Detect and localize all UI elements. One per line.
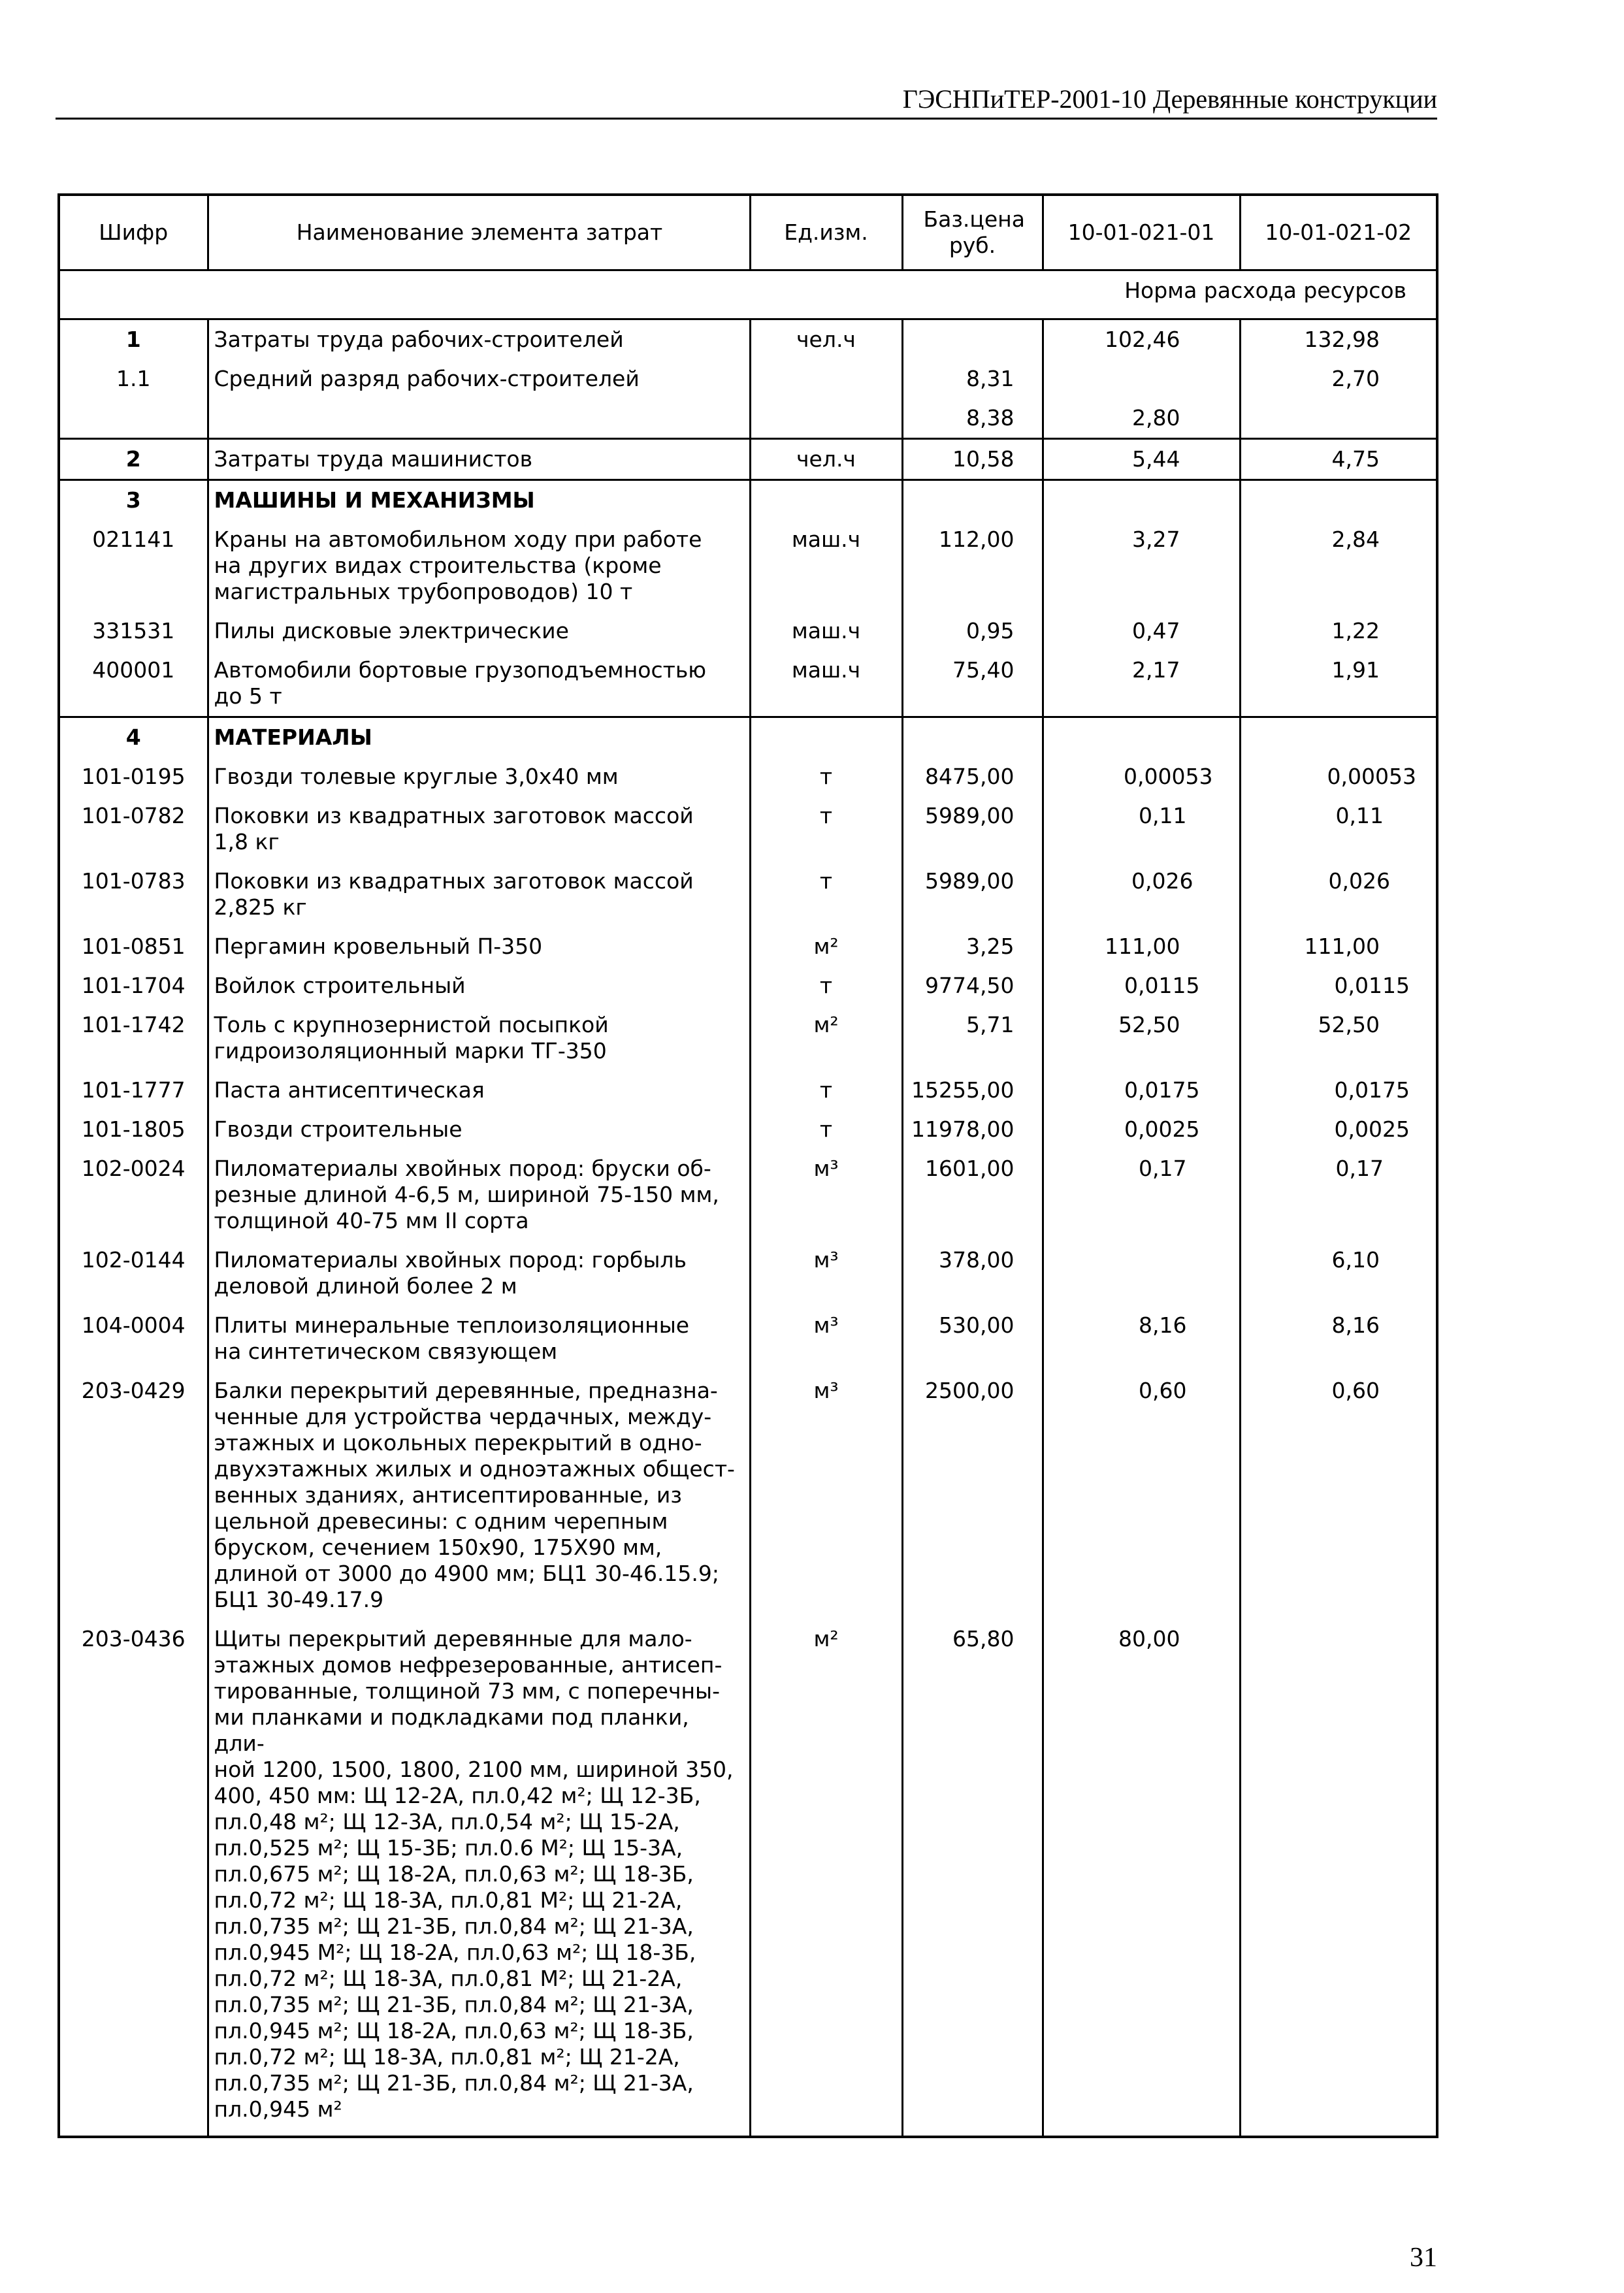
name-line: ченные для устройства чердачных, между- — [214, 1404, 712, 1429]
name-line: на других видах строительства (кроме — [214, 553, 662, 578]
cell-unit: т — [750, 862, 902, 927]
cell-name — [208, 862, 750, 927]
name-line: пл.0,525 м²; Щ 15-3Б; пл.0.6 М²; Щ 15-3А, — [214, 1835, 683, 1861]
cell-price: 378,00 — [902, 1241, 1043, 1306]
cell-norm-1: 0,026 — [1043, 862, 1240, 927]
name-line: венных зданиях, антисептированные, из — [214, 1482, 682, 1508]
name-line: бруском, сечением 150х90, 175Х90 мм, — [214, 1535, 662, 1560]
table-row — [59, 651, 1437, 717]
table-row — [59, 319, 1437, 360]
cell-code: 101-0782 — [59, 796, 208, 862]
cell-norm-1: 0,60 — [1043, 1371, 1240, 1619]
cell-norm-1 — [1043, 1241, 1240, 1306]
cell-name — [208, 1306, 750, 1371]
cell-unit: м² — [750, 1619, 902, 2137]
name-line: магистральных трубопроводов) 10 т — [214, 579, 633, 604]
table-row — [59, 1110, 1437, 1149]
name-line: Поковки из квадратных заготовок массой — [214, 803, 694, 828]
cell-norm-1: 0,11 — [1043, 796, 1240, 862]
norma-label: Норма расхода ресурсов — [59, 270, 1437, 319]
name-line: пл.0,72 м²; Щ 18-3А, пл.0,81 м²; Щ 21-2А, — [214, 2044, 680, 2070]
cell-name — [208, 1619, 750, 2137]
cell-price: 8,38 — [902, 398, 1043, 439]
cell-norm-2: 0,11 — [1335, 803, 1384, 828]
name-line: до 5 т — [214, 683, 282, 709]
cell-norm-1: 5,44 — [1043, 439, 1240, 480]
cell-norm-2: 0,0115 — [1334, 973, 1410, 998]
cell-norm-2: 4,75 — [1240, 439, 1437, 480]
name-line: пл.0,48 м²; Щ 12-3А, пл.0,54 м²; Щ 15-2А, — [214, 1809, 680, 1834]
cell-name: Затраты труда рабочих-строителей — [208, 319, 750, 360]
cell-norm-1: 52,50 — [1043, 1005, 1240, 1071]
cell-unit: маш.ч — [750, 520, 902, 611]
table-row — [59, 359, 1437, 398]
name-line: БЦ1 30-49.17.9 — [214, 1587, 384, 1612]
col-header-unit: Ед.изм. — [750, 195, 902, 270]
cell-code: 102-0024 — [59, 1149, 208, 1241]
name-line: 1,8 кг — [214, 829, 280, 854]
cell-norm-2 — [1240, 717, 1437, 758]
cell-norm-2: 2,70 — [1331, 366, 1380, 391]
cell-code: 101-1704 — [59, 966, 208, 1005]
cell-code: 102-0144 — [59, 1241, 208, 1306]
section-title: МАШИНЫ И МЕХАНИЗМЫ — [208, 480, 750, 521]
cell-price: 530,00 — [902, 1306, 1043, 1371]
cell-norm-2 — [1240, 480, 1437, 521]
table-row — [59, 862, 1437, 927]
cell-name: Затраты труда машинистов — [208, 439, 750, 480]
name-line: пл.0,72 м²; Щ 18-3А, пл.0,81 М²; Щ 21-2А, — [214, 1887, 683, 1913]
table-row — [59, 439, 1437, 480]
cell-name — [208, 520, 750, 611]
name-line: пл.0,72 м²; Щ 18-3А, пл.0,81 М²; Щ 21-2А, — [214, 1966, 683, 1991]
cell-unit: т — [750, 796, 902, 862]
table-row — [59, 398, 1437, 439]
cell-unit: м³ — [750, 1149, 902, 1241]
cell-code: 203-0429 — [59, 1371, 208, 1619]
name-line: этажных домов нефрезерованные, антисеп- — [214, 1652, 723, 1678]
name-line: Пиломатериалы хвойных пород: бруски об- — [214, 1156, 711, 1181]
name-line: пл.0,945 м² — [214, 2096, 342, 2122]
name-line: пл.0,945 М²; Щ 18-2А, пл.0,63 м²; Щ 18-3Б, — [214, 1940, 696, 1965]
name-line: Плиты минеральные теплоизоляционные — [214, 1312, 690, 1338]
cell-unit — [750, 359, 902, 398]
cell-unit — [750, 717, 902, 758]
cell-price: 75,40 — [902, 651, 1043, 717]
name-line: Поковки из квадратных заготовок массой — [214, 868, 694, 894]
cell-name — [208, 1371, 750, 1619]
cell-norm-2: 6,10 — [1331, 1247, 1380, 1273]
cell-norm-2: 8,16 — [1331, 1312, 1380, 1338]
cell-norm-1 — [1043, 717, 1240, 758]
name-line: ми планками и подкладками под планки, дли- — [214, 1704, 689, 1756]
name-line: Краны на автомобильном ходу при работе — [214, 527, 702, 552]
page-number: 31 — [1410, 2243, 1437, 2273]
cell-unit: маш.ч — [750, 611, 902, 651]
cell-code: 3 — [59, 480, 208, 521]
cell-norm-2: 0,00053 — [1327, 764, 1416, 789]
cell-code: 101-1777 — [59, 1071, 208, 1110]
cell-price: 10,58 — [902, 439, 1043, 480]
name-line: Щиты перекрытий деревянные для мало- — [214, 1626, 692, 1651]
cell-norm-2: 0,60 — [1331, 1378, 1380, 1403]
name-line: пл.0,735 м²; Щ 21-3Б, пл.0,84 м²; Щ 21-3А, — [214, 1913, 694, 1939]
name-line: цельной древесины: с одним черепным — [214, 1508, 668, 1534]
table-row — [59, 1149, 1437, 1241]
cell-price: 3,25 — [902, 927, 1043, 966]
cell-unit: чел.ч — [750, 319, 902, 360]
name-line: ной 1200, 1500, 1800, 2100 мм, шириной 350, — [214, 1757, 734, 1782]
table-header-row — [59, 195, 1437, 270]
cell-unit: м³ — [750, 1371, 902, 1619]
section-row — [59, 480, 1437, 521]
cell-name: Гвозди строительные — [208, 1110, 750, 1149]
cell-code: 101-1742 — [59, 1005, 208, 1071]
table-row — [59, 1306, 1437, 1371]
resource-norms-table — [57, 193, 1438, 2138]
cell-norm-1: 0,00053 — [1043, 757, 1240, 796]
table-row — [59, 611, 1437, 651]
cell-norm-1: 102,46 — [1043, 319, 1240, 360]
cell-code: 021141 — [59, 520, 208, 611]
col-header-price: Баз.цена руб. — [902, 195, 1043, 270]
cell-name: Пергамин кровельный П-350 — [208, 927, 750, 966]
section-title: МАТЕРИАЛЫ — [208, 717, 750, 758]
cell-name — [208, 1241, 750, 1306]
name-line: на синтетическом связующем — [214, 1339, 558, 1364]
cell-norm-1 — [1043, 480, 1240, 521]
cell-code: 101-0851 — [59, 927, 208, 966]
name-line: тированные, толщиной 73 мм, с поперечны- — [214, 1678, 721, 1704]
cell-name — [208, 796, 750, 862]
cell-unit: т — [750, 966, 902, 1005]
cell-price: 9774,50 — [902, 966, 1043, 1005]
cell-unit: т — [750, 1110, 902, 1149]
running-header: ГЭСНПиТЕР-2001-10 Деревянные конструкции — [902, 84, 1437, 114]
cell-name — [208, 1005, 750, 1071]
name-line: толщиной 40-75 мм II сорта — [214, 1208, 529, 1233]
cell-unit: м³ — [750, 1241, 902, 1306]
cell-unit: т — [750, 757, 902, 796]
cell-unit: м² — [750, 927, 902, 966]
cell-unit: чел.ч — [750, 439, 902, 480]
name-line: Толь с крупнозернистой посыпкой — [214, 1012, 609, 1037]
header-rule — [56, 118, 1437, 120]
cell-price — [902, 717, 1043, 758]
cell-norm-2: 0,17 — [1335, 1156, 1384, 1181]
cell-code: 1.1 — [59, 359, 208, 398]
cell-code: 400001 — [59, 651, 208, 717]
cell-price: 11978,00 — [902, 1110, 1043, 1149]
cell-norm-2: 2,84 — [1331, 527, 1380, 552]
cell-code: 101-0783 — [59, 862, 208, 927]
cell-price: 0,95 — [902, 611, 1043, 651]
cell-norm-2: 52,50 — [1318, 1012, 1380, 1037]
norma-row — [59, 270, 1437, 319]
cell-norm-2: 111,00 — [1304, 934, 1380, 959]
cell-name: Средний разряд рабочих-строителей — [208, 359, 750, 398]
cell-unit — [750, 480, 902, 521]
cell-price: 1601,00 — [902, 1149, 1043, 1241]
cell-name: Пилы дисковые электрические — [208, 611, 750, 651]
cell-norm-1: 3,27 — [1043, 520, 1240, 611]
cell-unit: м² — [750, 1005, 902, 1071]
cell-code: 101-0195 — [59, 757, 208, 796]
name-line: Автомобили бортовые грузоподъемностью — [214, 657, 707, 683]
col-header-norm-2: 10-01-021-02 — [1240, 195, 1437, 270]
table-row — [59, 1241, 1437, 1306]
cell-norm-2: 0,0175 — [1334, 1077, 1410, 1103]
cell-code: 203-0436 — [59, 1619, 208, 2137]
name-line: Балки перекрытий деревянные, предназна- — [214, 1378, 718, 1403]
name-line: 2,825 кг — [214, 894, 307, 920]
cell-price: 112,00 — [902, 520, 1043, 611]
table-row — [59, 1619, 1437, 2137]
name-line: 400, 450 мм: Щ 12-2А, пл.0,42 м²; Щ 12-3Б, — [214, 1783, 701, 1808]
name-line: пл.0,735 м²; Щ 21-3Б, пл.0,84 м²; Щ 21-3А, — [214, 1992, 694, 2017]
table-row — [59, 796, 1437, 862]
name-line: пл.0,735 м²; Щ 21-3Б, пл.0,84 м²; Щ 21-3А, — [214, 2070, 694, 2096]
cell-norm-1 — [1043, 359, 1240, 398]
cell-price: 8475,00 — [902, 757, 1043, 796]
cell-norm-2 — [1240, 398, 1437, 439]
name-line: резные длиной 4-6,5 м, шириной 75-150 мм, — [214, 1182, 719, 1207]
cell-code: 101-1805 — [59, 1110, 208, 1149]
cell-norm-1: 0,47 — [1043, 611, 1240, 651]
cell-norm-1: 2,17 — [1043, 651, 1240, 717]
cell-name — [208, 1149, 750, 1241]
cell-code: 331531 — [59, 611, 208, 651]
col-header-code: Шифр — [59, 195, 208, 270]
cell-name: Войлок строительный — [208, 966, 750, 1005]
cell-norm-2: 0,0025 — [1334, 1116, 1410, 1142]
cell-code: 1 — [59, 319, 208, 360]
table-row — [59, 927, 1437, 966]
name-line: Пиломатериалы хвойных пород: горбыль — [214, 1247, 687, 1273]
cell-norm-2: 0,026 — [1328, 868, 1390, 894]
cell-name — [208, 398, 750, 439]
cell-norm-1: 0,0025 — [1043, 1110, 1240, 1149]
cell-norm-1: 8,16 — [1043, 1306, 1240, 1371]
name-line: гидроизоляционный марки ТГ-350 — [214, 1038, 607, 1064]
cell-price: 15255,00 — [902, 1071, 1043, 1110]
cell-price: 8,31 — [902, 359, 1043, 398]
cell-unit: м³ — [750, 1306, 902, 1371]
col-header-norm-1: 10-01-021-01 — [1043, 195, 1240, 270]
cell-price: 5989,00 — [902, 796, 1043, 862]
cell-price: 65,80 — [902, 1619, 1043, 2137]
cell-norm-1: 0,17 — [1043, 1149, 1240, 1241]
section-row — [59, 717, 1437, 758]
cell-price: 5989,00 — [902, 862, 1043, 927]
cell-unit: маш.ч — [750, 651, 902, 717]
cell-code: 4 — [59, 717, 208, 758]
cell-norm-2: 132,98 — [1304, 327, 1380, 352]
cell-name: Паста антисептическая — [208, 1071, 750, 1110]
cell-norm-2: 1,91 — [1240, 651, 1437, 717]
cell-price: 2500,00 — [902, 1371, 1043, 1619]
table-row — [59, 1371, 1437, 1619]
cell-code: 2 — [59, 439, 208, 480]
cell-price — [902, 319, 1043, 360]
cell-unit: т — [750, 1071, 902, 1110]
cell-price — [902, 480, 1043, 521]
name-line: двухэтажных жилых и одноэтажных общест- — [214, 1456, 735, 1482]
cell-norm-1: 80,00 — [1043, 1619, 1240, 2137]
cell-norm-1: 0,0175 — [1043, 1071, 1240, 1110]
cell-name — [208, 651, 750, 717]
cell-unit — [750, 398, 902, 439]
name-line: пл.0,675 м²; Щ 18-2А, пл.0,63 м²; Щ 18-3Б, — [214, 1861, 694, 1887]
cell-norm-1: 111,00 — [1043, 927, 1240, 966]
name-line: этажных и цокольных перекрытий в одно- — [214, 1430, 702, 1455]
table-row — [59, 1071, 1437, 1110]
cell-norm-2 — [1240, 1619, 1437, 2137]
cell-norm-1: 2,80 — [1043, 398, 1240, 439]
table-row — [59, 520, 1437, 611]
cell-code — [59, 398, 208, 439]
name-line: длиной от 3000 до 4900 мм; БЦ1 30-46.15.9; — [214, 1561, 720, 1586]
col-header-name: Наименование элемента затрат — [208, 195, 750, 270]
name-line: деловой длиной более 2 м — [214, 1273, 517, 1299]
table-row — [59, 1005, 1437, 1071]
cell-name: Гвозди толевые круглые 3,0х40 мм — [208, 757, 750, 796]
cell-price: 5,71 — [902, 1005, 1043, 1071]
cell-norm-2: 1,22 — [1331, 618, 1380, 643]
table-row — [59, 966, 1437, 1005]
cell-norm-1: 0,0115 — [1043, 966, 1240, 1005]
cell-code: 104-0004 — [59, 1306, 208, 1371]
table-row — [59, 757, 1437, 796]
name-line: пл.0,945 м²; Щ 18-2А, пл.0,63 м²; Щ 18-3Б, — [214, 2018, 694, 2043]
